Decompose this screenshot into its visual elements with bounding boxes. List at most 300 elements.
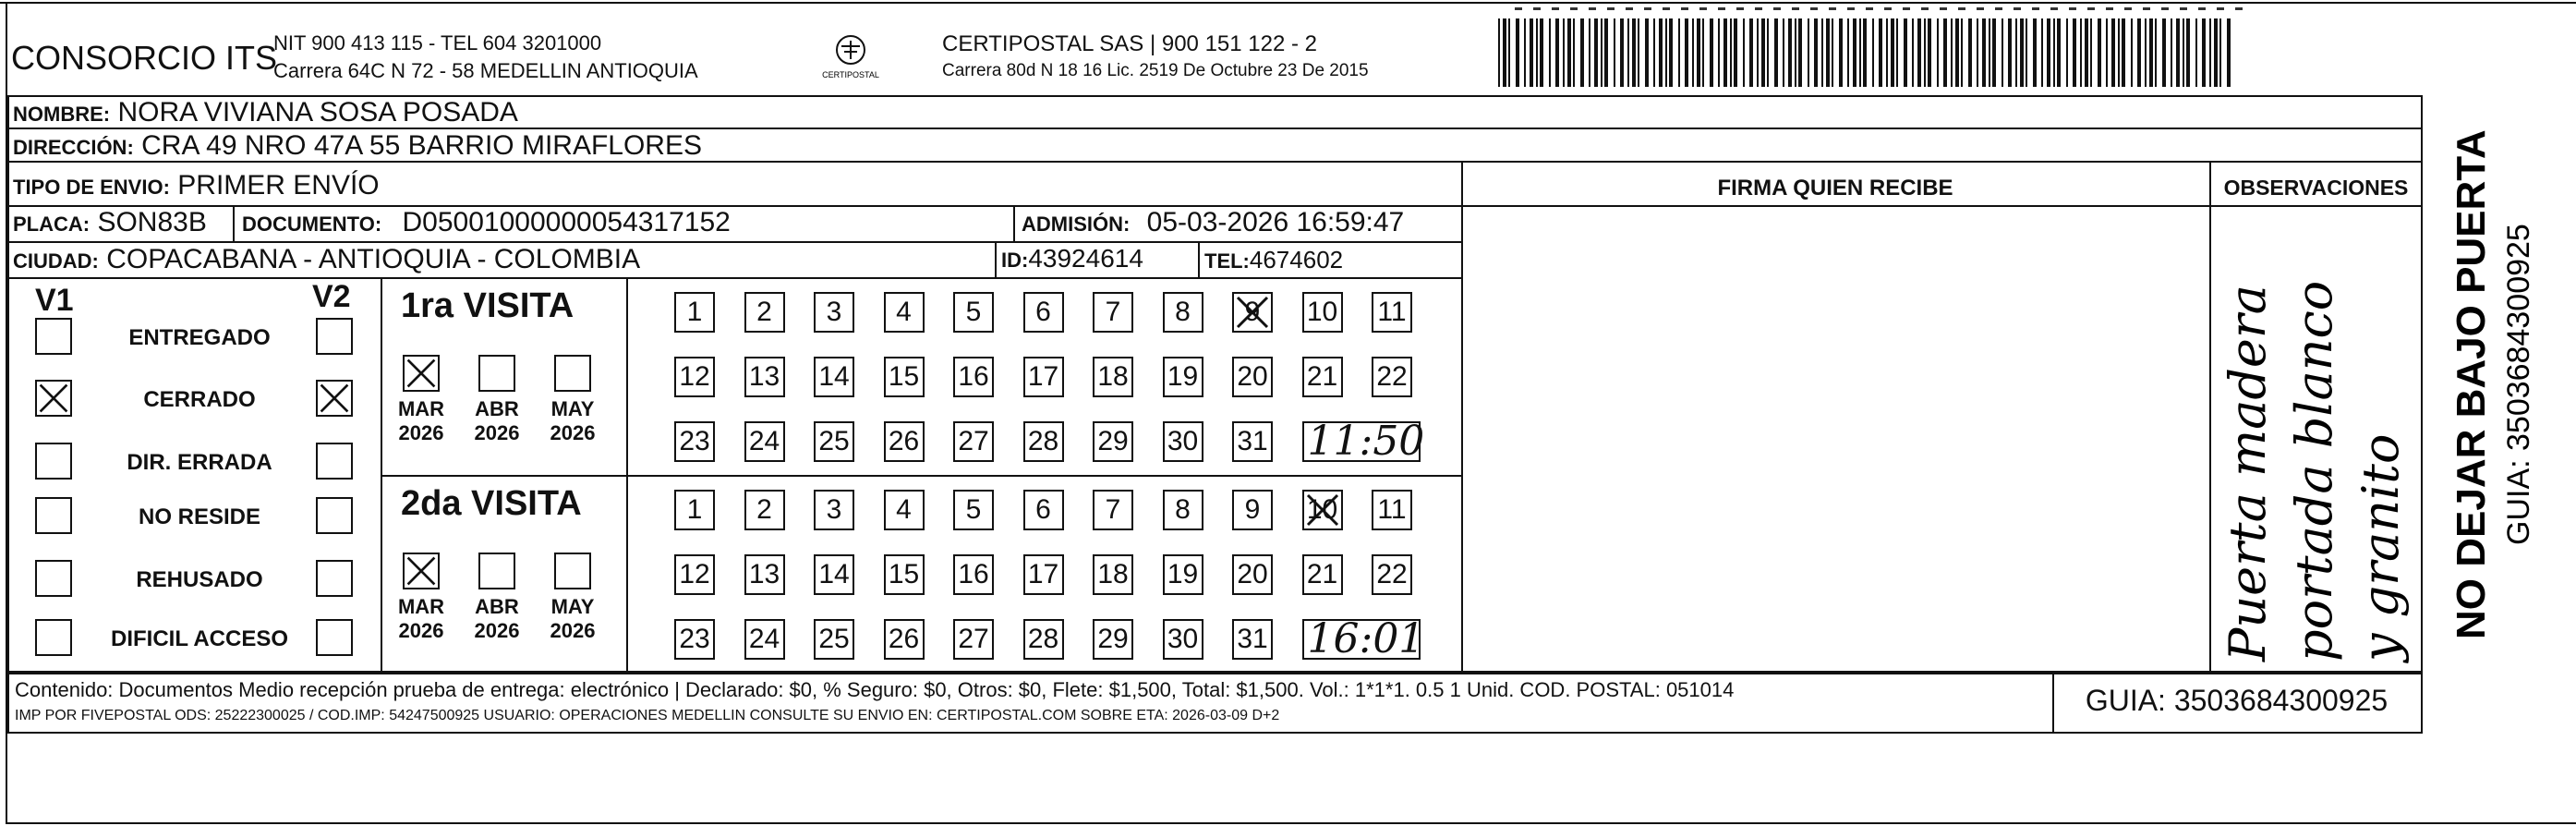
barcode-bar: [1917, 18, 1921, 87]
barcode-bar: [2186, 18, 2190, 87]
svg-text:portada blanco: portada blanco: [2285, 280, 2343, 662]
day-box[interactable]: [814, 490, 854, 530]
dash-mark: [1718, 7, 1725, 10]
month-checkbox[interactable]: [403, 553, 440, 589]
day-number: 7: [1105, 494, 1121, 525]
dash-mark: [1773, 7, 1781, 10]
barcode-bar: [2111, 18, 2115, 87]
barcode-bar: [1540, 18, 1543, 87]
day-box[interactable]: [1232, 619, 1273, 660]
day-box[interactable]: [884, 421, 925, 462]
check-mark-icon: [1304, 492, 1341, 528]
day-box[interactable]: [1093, 292, 1133, 333]
day-box[interactable]: [674, 554, 715, 595]
month-checkbox[interactable]: [478, 553, 515, 589]
ciudad-value: COPACABANA - ANTIOQUIA - COLOMBIA: [106, 244, 641, 274]
barcode-bar: [2176, 18, 2180, 87]
barcode-bar: [1665, 18, 1667, 87]
observaciones-header: OBSERVACIONES: [2223, 176, 2409, 200]
day-box[interactable]: [884, 554, 925, 595]
day-number: 15: [888, 559, 920, 589]
day-box[interactable]: [674, 421, 715, 462]
tel-value: 4674602: [1249, 246, 1344, 273]
dash-mark: [1958, 7, 1965, 10]
day-box[interactable]: [1023, 490, 1064, 530]
day-box[interactable]: [1302, 554, 1343, 595]
day-number: 3: [826, 297, 842, 327]
barcode-bar: [1549, 18, 1551, 87]
dash-mark: [1755, 7, 1762, 10]
status-label: REHUSADO: [136, 567, 263, 592]
day-box[interactable]: [1093, 554, 1133, 595]
barcode-bar: [1530, 18, 1533, 87]
day-box[interactable]: [1372, 554, 1412, 595]
day-box[interactable]: [1372, 490, 1412, 530]
documento-label: DOCUMENTO:: [242, 213, 382, 236]
barcode-bar: [2008, 18, 2012, 87]
day-number: 26: [888, 426, 920, 456]
barcode-bar: [1767, 18, 1769, 87]
barcode-bar: [1669, 18, 1673, 87]
certi-line1: CERTIPOSTAL SAS | 900 151 122 - 2: [942, 31, 1317, 56]
status-label: ENTREGADO: [128, 325, 271, 350]
footer-bottom-line: [7, 732, 2423, 734]
barcode-bar: [1863, 18, 1867, 87]
barcode-bar: [1718, 18, 1720, 87]
nombre-label: NOMBRE:: [13, 103, 111, 126]
day-box[interactable]: [884, 292, 925, 333]
day-box[interactable]: [814, 292, 854, 333]
v2-checkbox[interactable]: [316, 443, 353, 480]
barcode-bar: [2227, 18, 2231, 87]
v2-checkbox[interactable]: [316, 560, 353, 597]
year-label: 2026: [398, 421, 444, 444]
day-box[interactable]: [953, 619, 994, 660]
barcode-bar: [1508, 18, 1510, 87]
barcode-bar: [1774, 18, 1778, 87]
day-number: 21: [1306, 361, 1338, 392]
barcode-bar: [1826, 18, 1830, 87]
barcode: [1498, 18, 2237, 87]
barcode-bar: [1645, 18, 1649, 87]
tipo-row: [13, 170, 380, 201]
barcode-bar: [2118, 18, 2120, 87]
barcode-bar: [1614, 18, 1615, 87]
dash-mark: [2069, 7, 2076, 10]
svg-text:y granito: y granito: [2352, 433, 2410, 662]
barcode-bar: [1594, 18, 1598, 87]
day-box[interactable]: [1372, 357, 1412, 397]
barcode-bar: [1989, 18, 1990, 87]
day-number: 5: [965, 494, 982, 525]
day-number: 19: [1167, 361, 1199, 392]
dash-mark: [2032, 7, 2039, 10]
direccion-label: DIRECCIÓN:: [13, 136, 134, 159]
day-box[interactable]: [1163, 421, 1203, 462]
day-box[interactable]: [884, 490, 925, 530]
barcode-bar: [1961, 18, 1963, 87]
day-number: 3: [826, 494, 842, 525]
day-box[interactable]: [744, 357, 785, 397]
day-box[interactable]: [1232, 554, 1273, 595]
side-text: [2427, 111, 2575, 647]
barcode-bar: [2015, 18, 2017, 87]
year-label: 2026: [474, 421, 520, 444]
day-box[interactable]: [1232, 490, 1273, 530]
month-checkbox[interactable]: [554, 355, 591, 392]
nombre-value: NORA VIVIANA SOSA POSADA: [117, 97, 518, 128]
day-box[interactable]: [744, 421, 785, 462]
barcode-bar: [1977, 18, 1978, 87]
day-box[interactable]: [814, 421, 854, 462]
day-box[interactable]: [1023, 421, 1064, 462]
barcode-bar: [1723, 18, 1727, 87]
day-box[interactable]: [1372, 292, 1412, 333]
day-box[interactable]: [674, 619, 715, 660]
tel-cell: [1204, 246, 1343, 274]
dash-mark: [1626, 7, 1633, 10]
v2-checkbox[interactable]: [316, 619, 353, 656]
barcode-bar: [1685, 18, 1688, 87]
status-label: DIFICIL ACCESO: [110, 626, 288, 651]
barcode-bar: [1627, 18, 1629, 87]
barcode-bar: [1982, 18, 1986, 87]
status-label: DIR. ERRADA: [127, 450, 272, 475]
barcode-bar: [1632, 18, 1636, 87]
v1-checkbox[interactable]: [35, 443, 72, 480]
dash-mark: [1847, 7, 1855, 10]
dash-mark: [1829, 7, 1836, 10]
dash-mark: [2217, 7, 2224, 10]
dash-mark: [2087, 7, 2095, 10]
firma-header: FIRMA QUIEN RECIBE: [1717, 176, 1953, 200]
day-box[interactable]: [1232, 421, 1273, 462]
day-number: 29: [1097, 624, 1129, 654]
dash-mark: [1940, 7, 1947, 10]
barcode-bar: [1678, 18, 1680, 87]
barcode-bar: [2214, 18, 2218, 87]
dash-mark: [1921, 7, 1929, 10]
day-box[interactable]: [1232, 357, 1273, 397]
day-number: 21: [1306, 559, 1338, 589]
day-number: 25: [818, 624, 850, 654]
col-line: [233, 205, 235, 241]
time-box[interactable]: [1302, 418, 1425, 465]
barcode-bar: [2183, 18, 2184, 87]
day-box[interactable]: [814, 554, 854, 595]
day-box[interactable]: [953, 490, 994, 530]
col-line: [995, 241, 997, 277]
year-label: 2026: [550, 421, 596, 444]
placa-cell: [13, 207, 207, 238]
day-number: 9: [1244, 494, 1261, 525]
barcode-bar: [1896, 18, 1898, 87]
barcode-bar: [1783, 18, 1784, 87]
barcode-bar: [1580, 18, 1584, 87]
barcode-bar: [1710, 18, 1713, 87]
day-box[interactable]: [1023, 619, 1064, 660]
barcode-bar: [1659, 18, 1663, 87]
dash-mark: [1866, 7, 1873, 10]
day-number: 18: [1097, 559, 1129, 589]
day-box[interactable]: [1163, 554, 1203, 595]
day-number: 11: [1377, 297, 1407, 327]
barcode-bar: [1853, 18, 1856, 87]
barcode-bar: [1702, 18, 1704, 87]
barcode-bar: [1697, 18, 1700, 87]
day-number: 20: [1237, 361, 1268, 392]
id-cell: [1001, 244, 1143, 273]
barcode-bar: [2219, 18, 2221, 87]
row-line: [7, 241, 1463, 243]
day-box[interactable]: [744, 490, 785, 530]
day-box[interactable]: [1093, 619, 1133, 660]
barcode-bar: [1879, 18, 1882, 87]
dash-mark: [2198, 7, 2206, 10]
day-number: 7: [1105, 297, 1121, 327]
documento-value: D05001000000054317152: [402, 207, 731, 237]
day-number: 15: [888, 361, 920, 392]
day-number: 12: [679, 559, 710, 589]
visit-divider: [381, 475, 1461, 477]
dash-mark: [1663, 7, 1670, 10]
barcode-bar: [1653, 18, 1655, 87]
day-number: 30: [1167, 624, 1199, 654]
v2-label: V2: [312, 279, 351, 314]
day-number: 11: [1377, 494, 1407, 525]
dash-mark: [2235, 7, 2243, 10]
barcode-bar: [1638, 18, 1639, 87]
tipo-label: TIPO DE ENVIO:: [13, 176, 170, 199]
guia-box: GUIA: 3503684300925: [2085, 684, 2389, 717]
barcode-bar: [2209, 18, 2211, 87]
day-box[interactable]: [1023, 357, 1064, 397]
top-border: [0, 2, 2576, 4]
day-number: 10: [1306, 297, 1338, 327]
day-box[interactable]: [1093, 490, 1133, 530]
company-line1: NIT 900 413 115 - TEL 604 3201000: [273, 31, 602, 55]
day-number: 2: [756, 297, 772, 327]
dash-mark: [1977, 7, 1984, 10]
barcode-bar: [2149, 18, 2153, 87]
day-number: 17: [1027, 559, 1059, 589]
placa-label: PLACA:: [13, 213, 91, 236]
dash-mark: [1515, 7, 1522, 10]
v2-checkbox[interactable]: [316, 318, 353, 355]
status-label: NO RESIDE: [138, 504, 261, 529]
month-checkbox[interactable]: [478, 355, 515, 392]
barcode-bar: [2098, 18, 2101, 87]
day-number: 9: [1244, 297, 1261, 327]
day-box[interactable]: [744, 292, 785, 333]
time-box[interactable]: [1302, 615, 1425, 662]
bottom-border: [6, 822, 2576, 824]
day-box[interactable]: [953, 292, 994, 333]
col-line: [1013, 205, 1015, 241]
day-number: 14: [818, 361, 850, 392]
month-label: MAR: [397, 397, 445, 420]
barcode-bar: [1749, 18, 1753, 87]
dash-mark: [1533, 7, 1541, 10]
month-label: ABR: [475, 397, 519, 420]
day-number: 14: [818, 559, 850, 589]
check-mark-icon: [405, 357, 438, 390]
day-box[interactable]: [884, 357, 925, 397]
day-number: 23: [679, 624, 710, 654]
day-number: 30: [1167, 426, 1199, 456]
day-box[interactable]: [1302, 357, 1343, 397]
day-number: 27: [958, 624, 989, 654]
v1-checkbox[interactable]: [35, 318, 72, 355]
day-box[interactable]: [1163, 490, 1203, 530]
day-box[interactable]: [674, 292, 715, 333]
day-number: 28: [1027, 426, 1059, 456]
barcode-bar: [1567, 18, 1571, 87]
day-number: 31: [1237, 426, 1268, 456]
dash-mark: [2143, 7, 2150, 10]
barcode-bar: [2026, 18, 2027, 87]
barcode-bar: [1563, 18, 1565, 87]
dash-mark: [2180, 7, 2187, 10]
day-box[interactable]: [953, 554, 994, 595]
footer-line1: Contenido: Documentos Medio recepción prueba de entrega: electrónico | Declarado: $0, % Seguro: $0, Otros: $0, Flete: $1,500, Total: $1,500. Vol.: 1*1*1. 0.5 1 Unid. COD. POSTAL: 051014: [15, 678, 1735, 701]
day-box[interactable]: [953, 421, 994, 462]
barcode-bar: [1968, 18, 1972, 87]
day-box[interactable]: [1093, 357, 1133, 397]
day-number: 24: [748, 624, 780, 654]
month-checkbox[interactable]: [403, 355, 440, 392]
month-checkbox[interactable]: [554, 553, 591, 589]
admision-cell: [1022, 207, 1404, 238]
barcode-bar: [1516, 18, 1519, 87]
v1-checkbox[interactable]: [35, 380, 72, 417]
barcode-bar: [2145, 18, 2147, 87]
day-number: 18: [1097, 361, 1129, 392]
v2-checkbox[interactable]: [316, 380, 353, 417]
barcode-bar: [1743, 18, 1745, 87]
day-box[interactable]: [814, 357, 854, 397]
day-box[interactable]: [1163, 292, 1203, 333]
day-box[interactable]: [744, 554, 785, 595]
barcode-bar: [2002, 18, 2003, 87]
handwritten-time: 11:50: [1307, 418, 1425, 465]
v1-checkbox[interactable]: [35, 619, 72, 656]
month-label: MAR: [397, 595, 445, 618]
day-box[interactable]: [1302, 292, 1343, 333]
admision-label: ADMISIÓN:: [1022, 213, 1131, 236]
barcode-bar: [2073, 18, 2076, 87]
dash-mark: [1792, 7, 1799, 10]
barcode-bar: [2020, 18, 2024, 87]
col-line: [1198, 241, 1200, 277]
footer-left-line: [7, 673, 9, 732]
day-box[interactable]: [1232, 292, 1273, 333]
barcode-bar: [2090, 18, 2092, 87]
barcode-bar: [2195, 18, 2197, 87]
day-number: 28: [1027, 624, 1059, 654]
no-dejar-text: NO DEJAR BAJO PUERTA: [2449, 129, 2494, 639]
v1-checkbox[interactable]: [35, 497, 72, 534]
month-label: ABR: [475, 595, 519, 618]
v1-checkbox[interactable]: [35, 560, 72, 597]
day-number: 6: [1035, 297, 1051, 327]
barcode-bar: [1555, 18, 1559, 87]
day-box[interactable]: [1163, 357, 1203, 397]
barcode-bar: [2047, 18, 2050, 87]
day-box[interactable]: [814, 619, 854, 660]
check-mark-icon: [318, 382, 351, 415]
day-box[interactable]: [1163, 619, 1203, 660]
footer-right-line: [2421, 673, 2423, 732]
day-number: 20: [1237, 559, 1268, 589]
barcode-bar: [2033, 18, 2037, 87]
v2-checkbox[interactable]: [316, 497, 353, 534]
dash-mark: [1589, 7, 1596, 10]
day-box[interactable]: [674, 357, 715, 397]
day-box[interactable]: [744, 619, 785, 660]
month-label: MAY: [550, 397, 595, 420]
year-label: 2026: [398, 619, 444, 642]
ciudad-label: CIUDAD:: [13, 249, 99, 273]
visit-title: 1ra VISITA: [401, 286, 574, 325]
barcode-bar: [2053, 18, 2055, 87]
barcode-bar: [1872, 18, 1874, 87]
direccion-value: CRA 49 NRO 47A 55 BARRIO MIRAFLORES: [141, 130, 702, 161]
day-number: 13: [748, 361, 780, 392]
day-box[interactable]: [674, 490, 715, 530]
barcode-bar: [2041, 18, 2043, 87]
dash-mark: [1570, 7, 1578, 10]
day-box[interactable]: [1023, 292, 1064, 333]
footer-line2: IMP POR FIVEPOSTAL ODS: 25222300025 / COD.IMP: 54247500925 USUARIO: OPERACIONES MEDELLIN CONSULTE SU ENVIO EN: CERTIPOSTAL.COM SOBRE ETA: 2026-03-09 D+2: [15, 708, 1280, 723]
certipostal-logo: [809, 33, 892, 85]
barcode-bar: [1928, 18, 1931, 87]
day-box[interactable]: [1093, 421, 1133, 462]
day-box[interactable]: [953, 357, 994, 397]
day-number: 16: [958, 361, 989, 392]
day-box[interactable]: [1023, 554, 1064, 595]
barcode-bar: [1757, 18, 1759, 87]
barcode-bar: [2066, 18, 2068, 87]
barcode-bar: [2137, 18, 2141, 87]
day-number: 10: [1306, 494, 1338, 525]
dash-mark: [2124, 7, 2132, 10]
barcode-bar: [1730, 18, 1732, 87]
barcode-bar: [2171, 18, 2172, 87]
dash-mark: [2106, 7, 2113, 10]
day-number: 1: [686, 297, 703, 327]
certi-line2: Carrera 80d N 18 16 Lic. 2519 De Octubre 23 De 2015: [942, 61, 1369, 80]
day-number: 13: [748, 559, 780, 589]
ciudad-cell: [13, 244, 640, 275]
barcode-bar: [1886, 18, 1888, 87]
year-label: 2026: [474, 619, 520, 642]
barcode-bar: [1943, 18, 1947, 87]
svg-text:Puerta madera: Puerta madera: [2219, 285, 2277, 662]
day-number: 12: [679, 361, 710, 392]
barcode-bar: [1839, 18, 1843, 87]
dash-mark: [2161, 7, 2169, 10]
day-number: 24: [748, 426, 780, 456]
status-label: CERRADO: [143, 387, 256, 412]
day-box[interactable]: [1302, 490, 1343, 530]
dash-mark: [1903, 7, 1910, 10]
day-number: 1: [686, 494, 703, 525]
company-name: CONSORCIO ITS: [11, 39, 278, 77]
barcode-bar: [1788, 18, 1792, 87]
tipo-value: PRIMER ENVÍO: [177, 170, 380, 200]
day-box[interactable]: [884, 619, 925, 660]
